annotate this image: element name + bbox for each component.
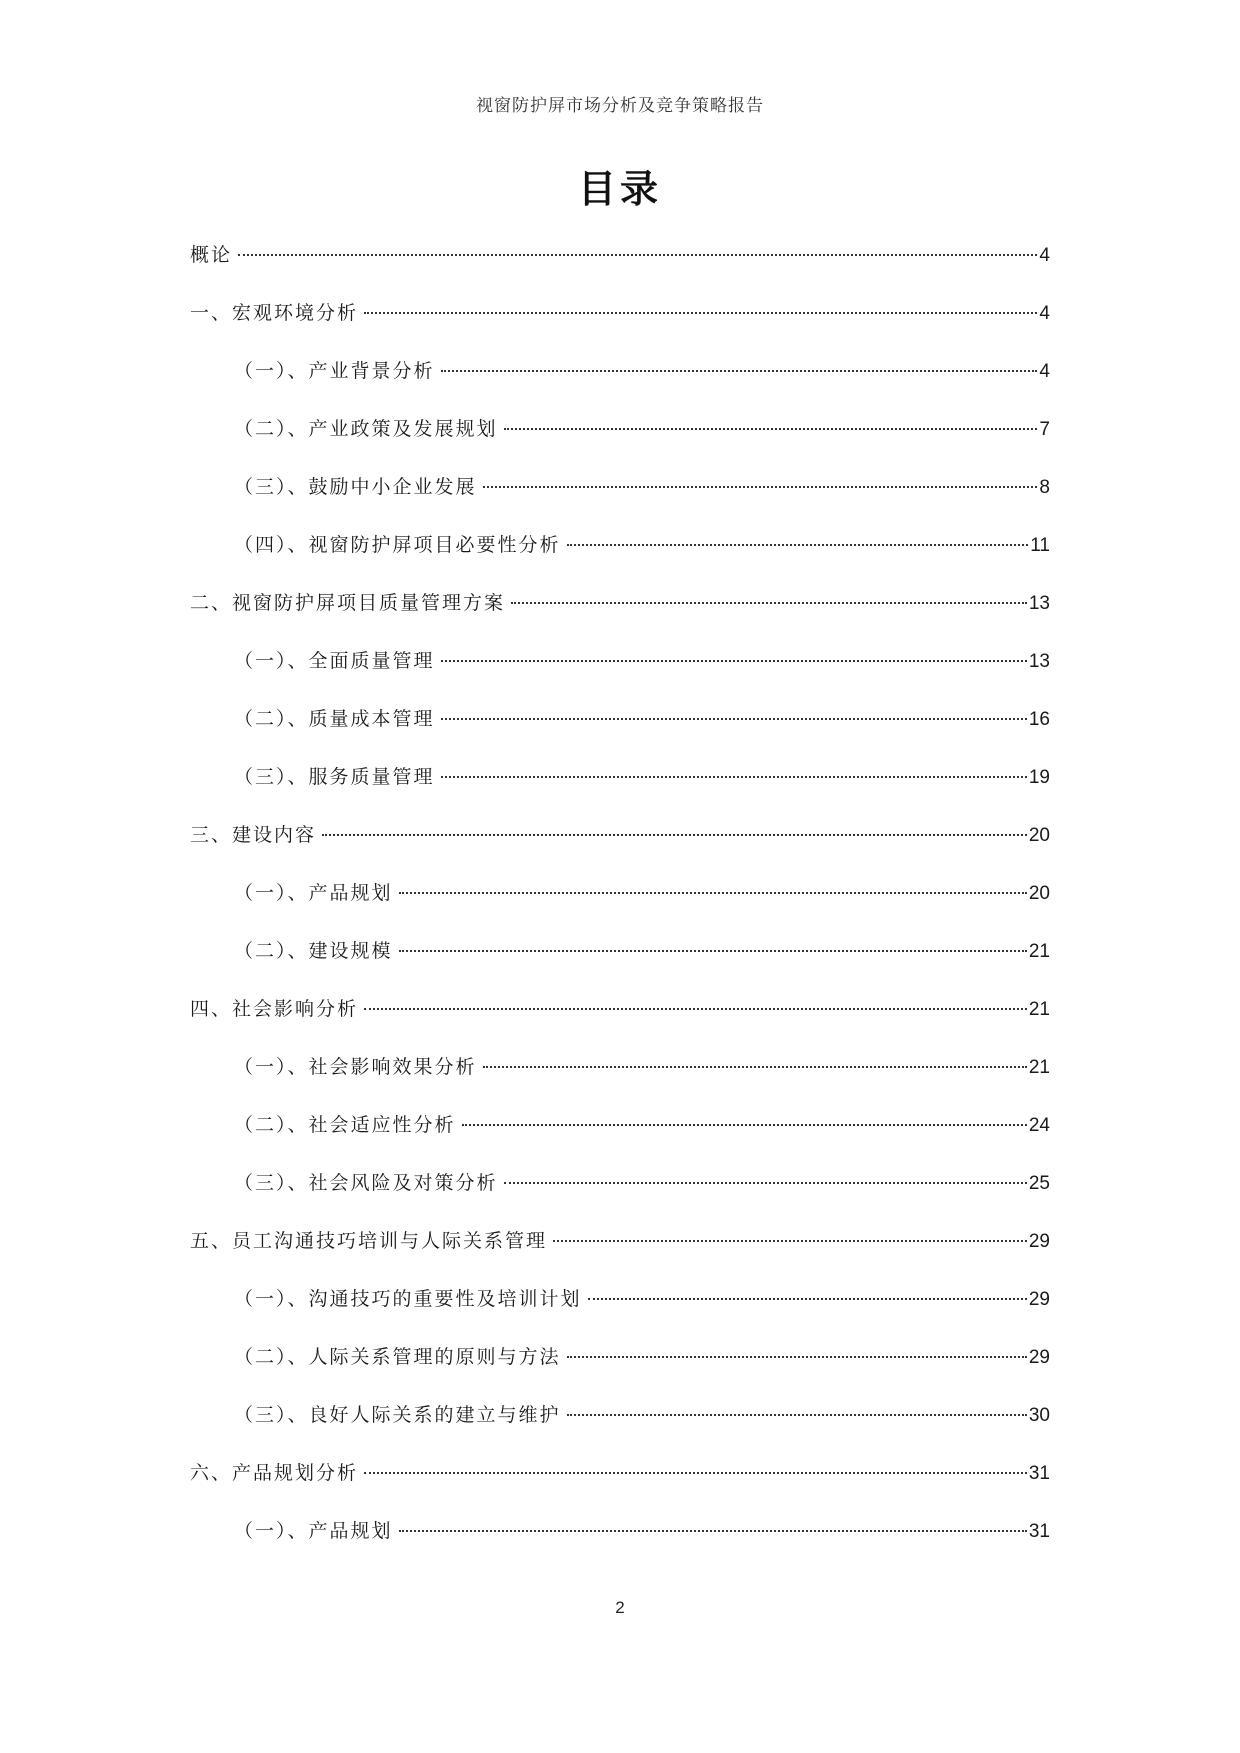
toc-entry-text: （二）、建设规模 — [234, 940, 393, 962]
toc-dot-leader — [441, 717, 1027, 720]
toc-entry[interactable] — [190, 755, 1050, 813]
toc-entry[interactable] — [190, 407, 1050, 465]
toc-entry-page: 21 — [1028, 1057, 1050, 1078]
toc-dot-leader — [504, 1181, 1027, 1184]
toc-entry[interactable] — [190, 581, 1050, 639]
toc-dot-leader — [504, 427, 1038, 430]
toc-entry-page: 21 — [1028, 999, 1050, 1020]
toc-dot-leader — [441, 369, 1038, 372]
toc-entry-text: （一）、沟通技巧的重要性及培训计划 — [234, 1288, 582, 1310]
toc-dot-leader — [511, 601, 1027, 604]
toc-entry-text: 三、建设内容 — [190, 824, 317, 846]
toc-dot-leader — [483, 485, 1038, 488]
toc-entry-text: 一、宏观环境分析 — [190, 302, 359, 324]
toc-entry-text: （一）、社会影响效果分析 — [234, 1056, 477, 1078]
toc-dot-leader — [588, 1297, 1027, 1300]
toc-dot-leader — [322, 833, 1027, 836]
toc-entry-page: 24 — [1028, 1115, 1050, 1136]
toc-entry-text: （三）、服务质量管理 — [234, 766, 435, 788]
toc-entry[interactable] — [190, 813, 1050, 871]
toc-entry-page: 13 — [1028, 593, 1050, 614]
toc-entry[interactable] — [190, 929, 1050, 987]
toc-entry[interactable] — [190, 1335, 1050, 1393]
toc-entry[interactable] — [190, 697, 1050, 755]
toc-entry-page: 20 — [1028, 883, 1050, 904]
toc-entry-page: 29 — [1028, 1289, 1050, 1310]
toc-entry-page: 29 — [1028, 1231, 1050, 1252]
toc-entry-page: 25 — [1028, 1173, 1050, 1194]
toc-dot-leader — [567, 1355, 1027, 1358]
toc-entry-text: （二）、质量成本管理 — [234, 708, 435, 730]
toc-entry-text: 五、员工沟通技巧培训与人际关系管理 — [190, 1230, 548, 1252]
toc-dot-leader — [553, 1239, 1027, 1242]
toc-entry-page: 16 — [1028, 709, 1050, 730]
toc-entry-text: 四、社会影响分析 — [190, 998, 359, 1020]
toc-entry-text: 六、产品规划分析 — [190, 1462, 359, 1484]
toc-entry-page: 30 — [1028, 1405, 1050, 1426]
toc-entry[interactable] — [190, 233, 1050, 291]
toc-entry-text: 二、视窗防护屏项目质量管理方案 — [190, 592, 506, 614]
toc-entry-text: （四）、视窗防护屏项目必要性分析 — [234, 534, 561, 556]
toc-entry-page: 11 — [1030, 535, 1050, 556]
toc-entry-page: 4 — [1039, 245, 1050, 266]
toc-entry[interactable] — [190, 639, 1050, 697]
toc-dot-leader — [462, 1123, 1027, 1126]
toc-entry[interactable] — [190, 1393, 1050, 1451]
toc-entry-page: 29 — [1028, 1347, 1050, 1368]
toc-entry-text: （一）、全面质量管理 — [234, 650, 435, 672]
toc-entry-page: 7 — [1039, 419, 1050, 440]
toc-dot-leader — [364, 1471, 1027, 1474]
running-header: 视窗防护屏市场分析及竞争策略报告 — [476, 96, 764, 116]
toc-entry-page: 4 — [1039, 361, 1050, 382]
toc-entry[interactable] — [190, 1161, 1050, 1219]
toc-dot-leader — [441, 775, 1027, 778]
page-number: 2 — [615, 1598, 625, 1617]
toc-entry[interactable] — [190, 1509, 1050, 1567]
toc-title: 目录 — [577, 167, 662, 211]
toc-entry[interactable] — [190, 1219, 1050, 1277]
toc-list — [190, 233, 1050, 1567]
toc-entry[interactable] — [190, 1277, 1050, 1335]
toc-entry[interactable] — [190, 1103, 1050, 1161]
toc-entry-text: （三）、良好人际关系的建立与维护 — [234, 1404, 561, 1426]
toc-dot-leader — [567, 543, 1029, 546]
toc-dot-leader — [364, 311, 1037, 314]
toc-entry-text: （三）、社会风险及对策分析 — [234, 1172, 498, 1194]
toc-entry-text: （二）、人际关系管理的原则与方法 — [234, 1346, 561, 1368]
toc-entry-page: 21 — [1028, 941, 1050, 962]
toc-entry[interactable] — [190, 465, 1050, 523]
toc-dot-leader — [399, 891, 1027, 894]
toc-entry-page: 20 — [1028, 825, 1050, 846]
toc-entry[interactable] — [190, 349, 1050, 407]
toc-dot-leader — [441, 659, 1027, 662]
toc-entry[interactable] — [190, 987, 1050, 1045]
toc-entry-page: 31 — [1028, 1463, 1050, 1484]
toc-dot-leader — [567, 1413, 1027, 1416]
toc-entry-text: （二）、产业政策及发展规划 — [234, 418, 498, 440]
toc-entry-text: （一）、产品规划 — [234, 1520, 393, 1542]
toc-entry-page: 13 — [1028, 651, 1050, 672]
toc-entry[interactable] — [190, 1045, 1050, 1103]
toc-entry[interactable] — [190, 871, 1050, 929]
toc-entry-text: （一）、产品规划 — [234, 882, 393, 904]
toc-entry-page: 4 — [1039, 303, 1050, 324]
toc-entry-page: 8 — [1039, 477, 1050, 498]
toc-dot-leader — [238, 253, 1037, 256]
toc-entry-text: （二）、社会适应性分析 — [234, 1114, 456, 1136]
toc-entry[interactable] — [190, 1451, 1050, 1509]
toc-entry[interactable] — [190, 523, 1050, 581]
toc-entry-text: （一）、产业背景分析 — [234, 360, 435, 382]
toc-entry[interactable] — [190, 291, 1050, 349]
toc-entry-page: 19 — [1028, 767, 1050, 788]
toc-dot-leader — [399, 949, 1027, 952]
toc-dot-leader — [364, 1007, 1027, 1010]
toc-dot-leader — [399, 1529, 1027, 1532]
toc-entry-text: （三）、鼓励中小企业发展 — [234, 476, 477, 498]
toc-entry-text: 概论 — [190, 244, 233, 266]
toc-entry-page: 31 — [1028, 1521, 1050, 1542]
toc-dot-leader — [483, 1065, 1027, 1068]
